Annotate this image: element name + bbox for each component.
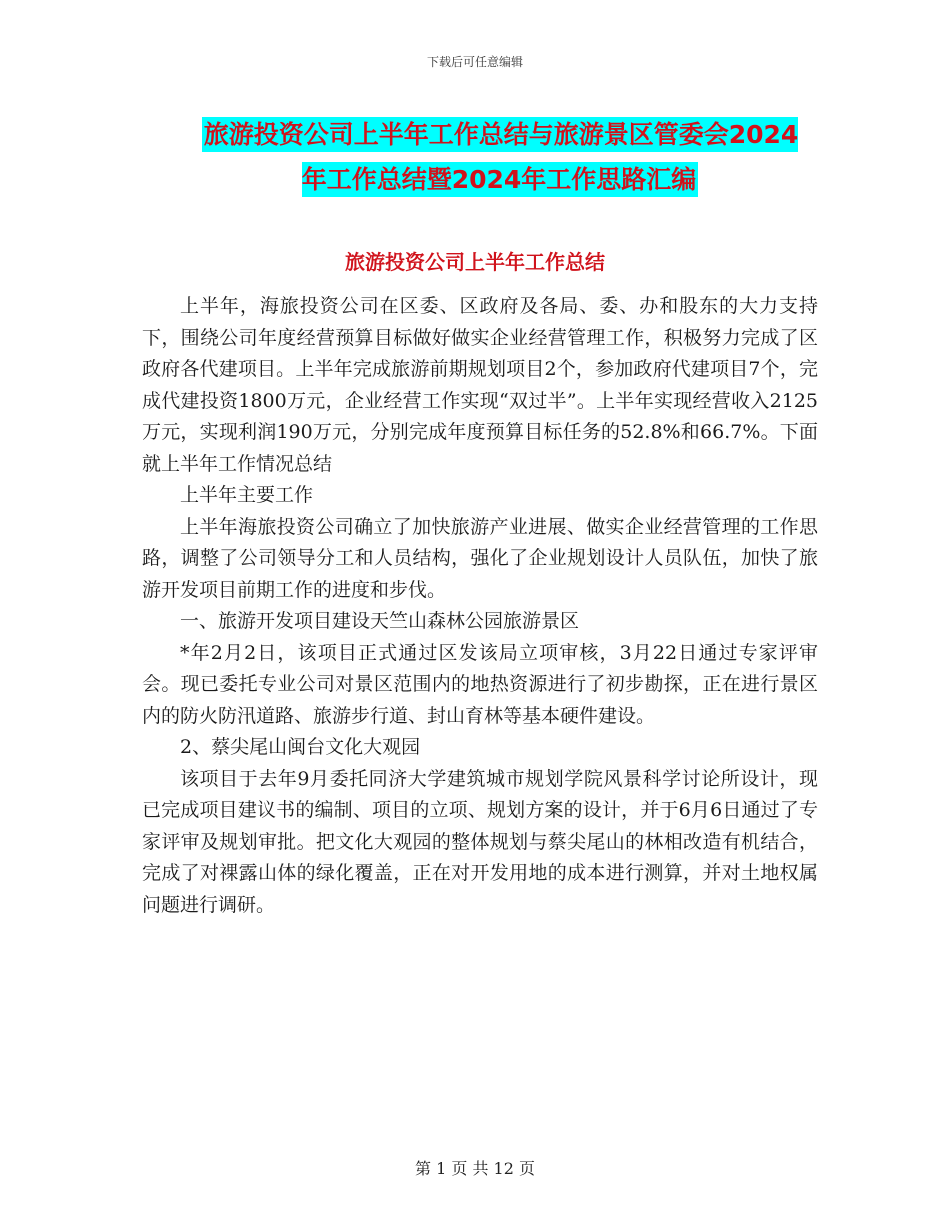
document-title (190, 112, 810, 202)
document-title-text: 旅游投资公司上半年工作总结与旅游景区管委会2024年工作总结暨2024年工作思路汇编 (202, 117, 799, 197)
paragraph: 该项目于去年9月委托同济大学建筑城市规划学院风景科学讨论所设计，现已完成项目建议书的编制、项目的立项、规划方案的设计，并于6月6日通过了专家评审及规划审批。把文化大观园的整体规划与蔡尖尾山的林相改造有机结合，完成了对裸露山体的绿化覆盖，正在对开发用地的成本进行测算，并对土地权属问题进行调研。 (142, 767, 818, 916)
paragraph: 2、蔡尖尾山闽台文化大观园 (180, 736, 421, 758)
page-footer: 第 1 页 共 12 页 (415, 1159, 535, 1178)
paragraph: 上半年，海旅投资公司在区委、区政府及各局、委、办和股东的大力支持下，围绕公司年度经营预算目标做好做实企业经营管理工作，积极努力完成了区政府各代建项目。上半年完成旅游前期规划项目2个，参加政府代建项目7个，完成代建投资1800万元，企业经营工作实现“双过半”。上半年实现经营收入2125万元，实现利润190万元，分别完成年度预算目标任务的52.8%和66.7%。下面就上半年工作情况总结 (142, 295, 818, 475)
document-body (142, 291, 818, 921)
paragraph: *年2月2日，该项目正式通过区发该局立项审核，3月22日通过专家评审会。现已委托专业公司对景区范围内的地热资源进行了初步勘探，正在进行景区内的防火防汛道路、旅游步行道、封山育林等基本硬件建设。 (142, 641, 818, 727)
section-title: 旅游投资公司上半年工作总结 (345, 250, 605, 274)
paragraph: 上半年海旅投资公司确立了加快旅游产业进展、做实企业经营管理的工作思路，调整了公司领导分工和人员结构，强化了企业规划设计人员队伍，加快了旅游开发项目前期工作的进度和步伐。 (142, 515, 818, 601)
paragraph: 一、旅游开发项目建设天竺山森林公园旅游景区 (180, 610, 580, 632)
paragraph: 上半年主要工作 (180, 484, 314, 506)
header-note: 下载后可任意编辑 (426, 55, 523, 69)
